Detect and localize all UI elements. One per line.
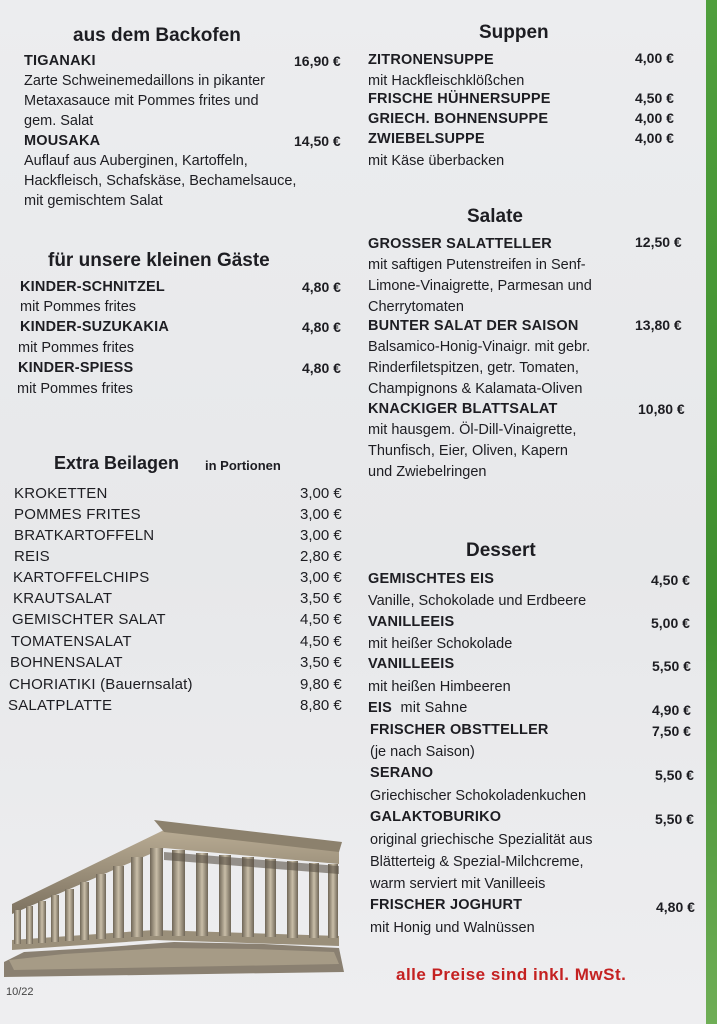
item-desc: Vanille, Schokolade und Erdbeere [368,593,587,609]
item-desc: Auflauf aus Auberginen, Kartoffeln, [24,153,248,169]
item-desc: Metaxasauce mit Pommes frites und [24,93,259,109]
item-desc: Cherrytomaten [368,299,464,315]
side-price: 3,50 € [300,654,342,671]
item-desc: mit Pommes frites [18,340,135,356]
item-price: 5,50 € [655,811,694,827]
price-note: alle Preise sind inkl. MwSt. [396,965,627,984]
side-name: SALATPLATTE [8,697,113,714]
side-name: REIS [14,548,50,565]
section-title-salate: Salate [467,206,523,227]
item-desc: (je nach Saison) [370,744,475,760]
item-name: KINDER-SCHNITZEL [20,279,165,295]
section-title-kinder: für unsere kleinen Gäste [48,250,270,271]
item-name: BUNTER SALAT DER SAISON [368,318,579,334]
page-number: 10/22 [6,986,34,998]
item-name: FRISCHER OBSTTELLER [370,722,549,738]
item-desc: mit hausgem. Öl-Dill-Vinaigrette, [368,422,577,438]
item-desc: mit Käse überbacken [368,153,505,169]
side-price: 9,80 € [300,676,342,693]
item-price: 4,90 € [652,702,691,718]
item-price: 14,50 € [294,133,341,149]
side-name: BOHNENSALAT [10,654,123,671]
item-desc: Limone-Vinaigrette, Parmesan und [368,278,592,294]
parthenon-illustration [4,812,346,977]
side-price: 4,50 € [300,633,342,650]
item-price: 5,50 € [652,658,691,674]
item-desc: mit heißen Himbeeren [368,679,511,695]
side-name: POMMES FRITES [14,506,141,523]
item-desc: mit Pommes frites [17,381,134,397]
side-price: 3,50 € [300,590,342,607]
item-price: 7,50 € [652,723,691,739]
item-name: FRISCHE HÜHNERSUPPE [368,91,551,107]
section-title-dessert: Dessert [466,540,536,561]
item-desc: mit gemischtem Salat [24,193,163,209]
side-name: GEMISCHTER SALAT [12,611,166,628]
item-price: 5,00 € [651,615,690,631]
item-desc: Blätterteig & Spezial-Milchcreme, [370,854,584,870]
side-name: CHORIATIKI (Bauernsalat) [9,676,193,693]
item-price: 12,50 € [635,234,682,250]
item-desc: Griechischer Schokoladenkuchen [370,788,587,804]
side-price: 3,00 € [300,569,342,586]
item-desc: gem. Salat [24,113,94,129]
side-price: 3,00 € [300,527,342,544]
section-title-suppen: Suppen [479,22,549,43]
item-desc: Balsamico-Honig-Vinaigr. mit gebr. [368,339,591,355]
item-price: 16,90 € [294,53,341,69]
item-name: GRIECH. BOHNENSUPPE [368,111,549,127]
side-price: 8,80 € [300,697,342,714]
item-name: SERANO [370,765,434,781]
item-price: 4,80 € [302,360,341,376]
item-price: 4,50 € [635,90,674,106]
item-price: 4,00 € [635,130,674,146]
item-desc: mit saftigen Putenstreifen in Senf- [368,257,586,273]
item-desc: Zarte Schweinemedaillons in pikanter [24,73,265,89]
item-price: 13,80 € [635,317,682,333]
item-desc: mit heißer Schokolade [368,636,513,652]
item-name: TIGANAKI [24,53,96,69]
side-price: 2,80 € [300,548,342,565]
item-price: 4,00 € [635,110,674,126]
item-price: 4,00 € [635,50,674,66]
item-name: KINDER-SPIESS [18,360,134,376]
item-name: FRISCHER JOGHURT [370,897,523,913]
item-price: 10,80 € [638,401,685,417]
item-price: 5,50 € [655,767,694,783]
side-name: KARTOFFELCHIPS [13,569,150,586]
item-desc: mit Hackfleischklößchen [368,73,525,89]
item-desc: mit Honig und Walnüssen [370,920,535,936]
item-name: KNACKIGER BLATTSALAT [368,401,558,417]
item-name: GROSSER SALATTELLER [368,236,552,252]
item-price: 4,80 € [656,899,695,915]
item-name: ZWIEBELSUPPE [368,131,485,147]
item-name-suffix: mit Sahne [400,700,468,716]
section-title-backofen: aus dem Backofen [73,25,241,46]
side-price: 3,00 € [300,506,342,523]
item-name [368,700,468,716]
side-name: KROKETTEN [14,485,108,502]
side-name: KRAUTSALAT [13,590,113,607]
item-desc: Hackfleisch, Schafskäse, Bechamelsauce, [24,173,297,189]
item-name: VANILLEEIS [368,656,455,672]
section-title-beilagen: Extra Beilagen [54,453,180,473]
item-name: VANILLEEIS [368,614,455,630]
item-desc: original griechische Spezialität aus [370,832,593,848]
side-name: BRATKARTOFFELN [14,527,155,544]
item-name: MOUSAKA [24,133,101,149]
item-desc: Thunfisch, Eier, Oliven, Kapern [368,443,568,459]
item-name-main: EIS [368,700,392,716]
item-price: 4,80 € [302,279,341,295]
item-name: KINDER-SUZUKAKIA [20,319,169,335]
item-name: GEMISCHTES EIS [368,571,495,587]
item-desc: Rinderfiletspitzen, getr. Tomaten, [368,360,579,376]
side-price: 3,00 € [300,485,342,502]
green-border [706,0,717,1024]
section-subtitle-beilagen: in Portionen [205,458,281,473]
side-name: TOMATENSALAT [11,633,132,650]
item-name: ZITRONENSUPPE [368,52,494,68]
item-desc: warm serviert mit Vanilleeis [370,876,546,892]
item-desc: mit Pommes frites [20,299,137,315]
side-price: 4,50 € [300,611,342,628]
item-desc: und Zwiebelringen [368,464,487,480]
item-name: GALAKTOBURIKO [370,809,502,825]
item-desc: Champignons & Kalamata-Oliven [368,381,583,397]
item-price: 4,50 € [651,572,690,588]
item-price: 4,80 € [302,319,341,335]
